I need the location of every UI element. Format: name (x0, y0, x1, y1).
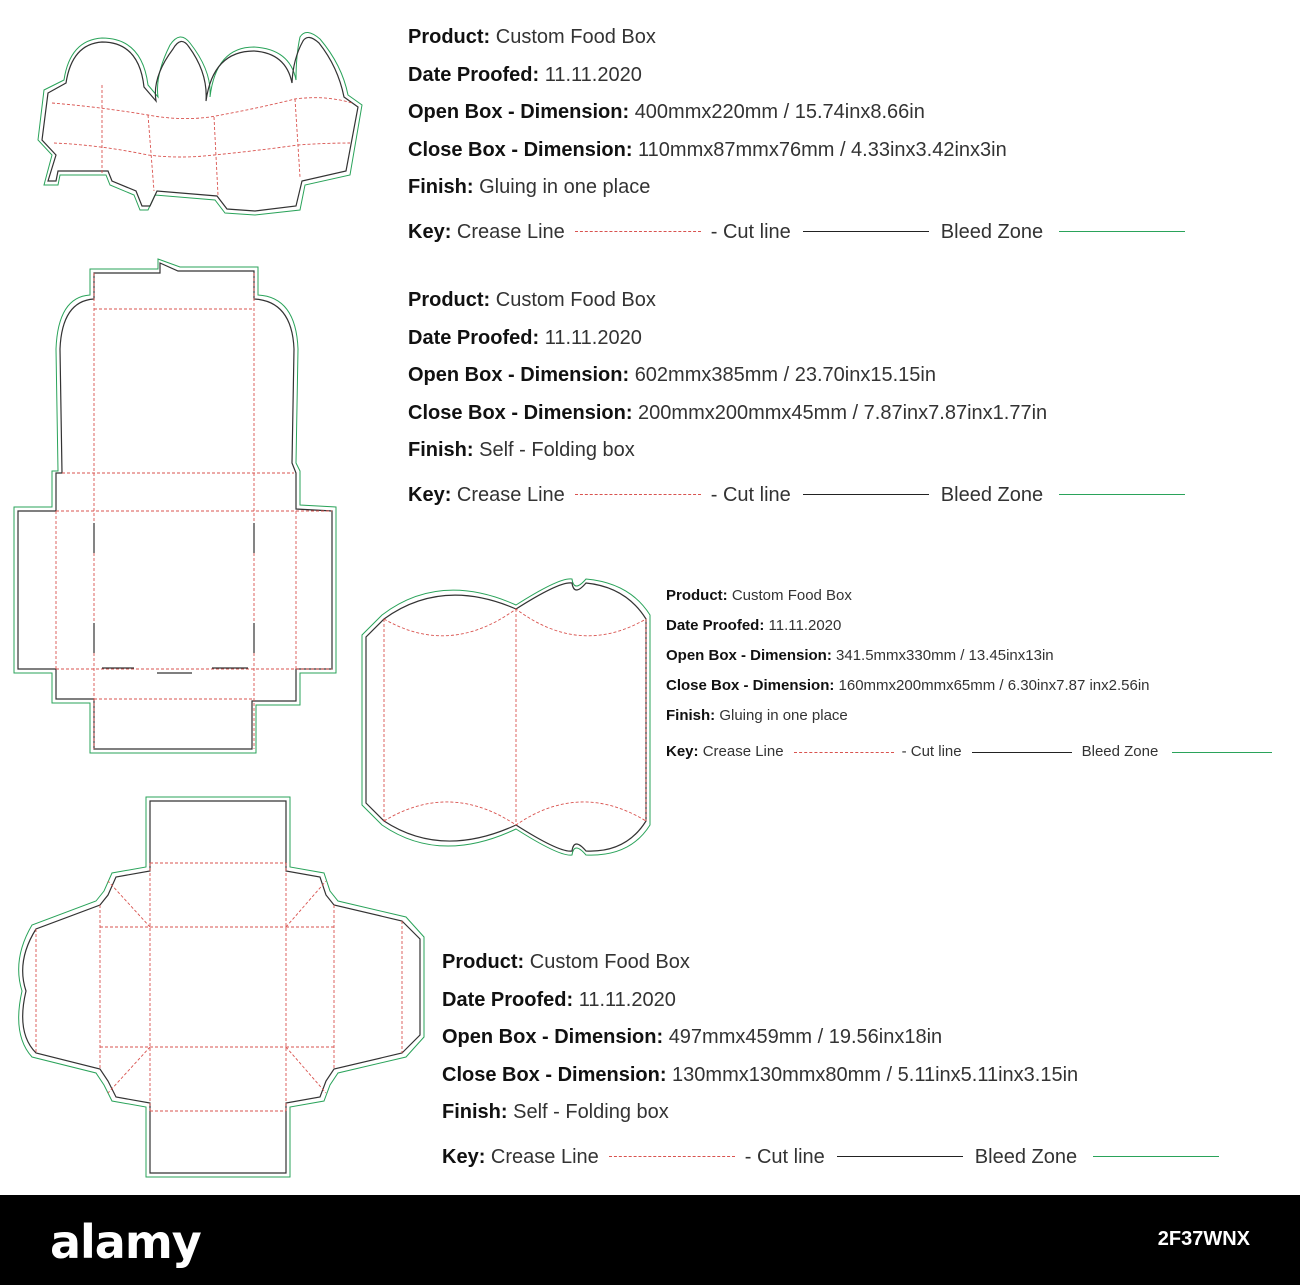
close-dimension-value: 110mmx87mmx76mm / 4.33inx3.42inx3in (638, 138, 1007, 161)
cut-line-sample (803, 231, 929, 232)
finish-row: Finish: Gluing in one place (408, 176, 651, 199)
open-dimension-row: Open Box - Dimension: 497mmx459mm / 19.56inx18in (442, 1026, 943, 1049)
cut-line-sample (837, 1156, 963, 1157)
open-dimension-value: 602mmx385mm / 23.70inx15.15in (634, 364, 936, 387)
cut-label: - Cut line (744, 1145, 825, 1168)
close-dimension-value: 200mmx200mmx45mm / 7.87inx7.87inx1.77in (638, 401, 1048, 424)
key-row: Key: Crease Line - Cut line Bleed Zone (408, 476, 1185, 514)
bleed-line-sample (1093, 1156, 1219, 1157)
bleed-line-sample (1059, 231, 1185, 232)
cut-line-sample (803, 494, 929, 495)
crease-line-sample (794, 752, 894, 753)
dieline-box-1 (30, 25, 370, 220)
product-row: Product: Custom Food Box (442, 951, 690, 973)
bleed-line-sample (1059, 494, 1185, 495)
date-row: Date Proofed: 11.11.2020 (408, 63, 642, 86)
finish-value: Gluing in one place (479, 176, 651, 199)
crease-line-sample (575, 231, 701, 232)
close-dimension-row: Close Box - Dimension: 130mmx130mmx80mm / 5.11inx5.11inx3.15in (442, 1063, 1079, 1086)
date-value: 11.11.2020 (578, 988, 676, 1011)
open-dimension-value: 341.5mmx330mm / 13.45inx13in (836, 647, 1054, 664)
close-dimension-row: Close Box - Dimension: 160mmx200mmx65mm / 6.30inx7.87 inx2.56in (666, 677, 1150, 694)
date-value: 11.11.2020 (544, 63, 642, 86)
alamy-logo: alamy (50, 1215, 201, 1269)
spec-block-4 (442, 950, 1219, 1176)
bleed-label: Bleed Zone (974, 1145, 1078, 1168)
crease-label: Crease Line (456, 483, 565, 506)
close-dimension-row: Close Box - Dimension: 200mmx200mmx45mm / 7.87inx7.87inx1.77in (408, 401, 1048, 424)
finish-value: Self - Folding box (513, 1101, 669, 1124)
crease-line-sample (609, 1156, 735, 1157)
date-value: 11.11.2020 (544, 326, 642, 349)
key-row: Key: Crease Line - Cut line Bleed Zone (442, 1138, 1219, 1176)
product-value: Custom Food Box (495, 26, 656, 48)
watermark-bar (0, 1195, 1300, 1285)
bleed-label: Bleed Zone (940, 220, 1044, 243)
cut-label: - Cut line (710, 483, 791, 506)
dieline-box-2 (12, 253, 342, 753)
open-dimension-row: Open Box - Dimension: 400mmx220mm / 15.74inx8.66in (408, 101, 925, 124)
finish-row: Finish: Self - Folding box (408, 439, 635, 462)
date-row: Date Proofed: 11.11.2020 (408, 326, 642, 349)
crease-label: Crease Line (456, 220, 565, 243)
date-row: Date Proofed: 11.11.2020 (666, 617, 842, 634)
finish-row: Finish: Self - Folding box (442, 1101, 669, 1124)
cut-line-sample (972, 752, 1072, 753)
bleed-line-sample (1172, 752, 1272, 753)
date-row: Date Proofed: 11.11.2020 (442, 988, 676, 1011)
product-row: Product: Custom Food Box (408, 289, 656, 311)
key-row: Key: Crease Line - Cut line Bleed Zone (666, 737, 1272, 767)
spec-block-1 (408, 25, 1185, 251)
open-dimension-value: 497mmx459mm / 19.56inx18in (668, 1026, 943, 1049)
product-row: Product: Custom Food Box (408, 26, 656, 48)
date-value: 11.11.2020 (768, 617, 842, 634)
key-row: Key: Crease Line - Cut line Bleed Zone (408, 213, 1185, 251)
open-dimension-row: Open Box - Dimension: 602mmx385mm / 23.70inx15.15in (408, 364, 936, 387)
finish-value: Self - Folding box (479, 439, 635, 462)
crease-line-sample (575, 494, 701, 495)
dieline-box-4 (8, 795, 428, 1180)
bleed-label: Bleed Zone (1081, 743, 1159, 760)
spec-block-2 (408, 288, 1185, 514)
crease-label: Crease Line (702, 743, 784, 760)
product-value: Custom Food Box (731, 587, 852, 604)
product-row: Product: Custom Food Box (666, 587, 852, 604)
open-dimension-value: 400mmx220mm / 15.74inx8.66in (634, 101, 925, 124)
finish-row: Finish: Gluing in one place (666, 707, 848, 724)
product-value: Custom Food Box (495, 289, 656, 311)
cut-label: - Cut line (710, 220, 791, 243)
close-dimension-row: Close Box - Dimension: 110mmx87mmx76mm / 4.33inx3.42inx3in (408, 138, 1007, 161)
image-code: 2F37WNX (1157, 1228, 1250, 1250)
close-dimension-value: 130mmx130mmx80mm / 5.11inx5.11inx3.15in (672, 1063, 1079, 1086)
product-value: Custom Food Box (529, 951, 690, 973)
bleed-label: Bleed Zone (940, 483, 1044, 506)
spec-block-3 (666, 587, 1272, 767)
crease-label: Crease Line (490, 1145, 599, 1168)
finish-value: Gluing in one place (719, 707, 848, 724)
close-dimension-value: 160mmx200mmx65mm / 6.30inx7.87 inx2.56in (838, 677, 1150, 694)
cut-label: - Cut line (901, 743, 962, 760)
open-dimension-row: Open Box - Dimension: 341.5mmx330mm / 13.45inx13in (666, 647, 1054, 664)
